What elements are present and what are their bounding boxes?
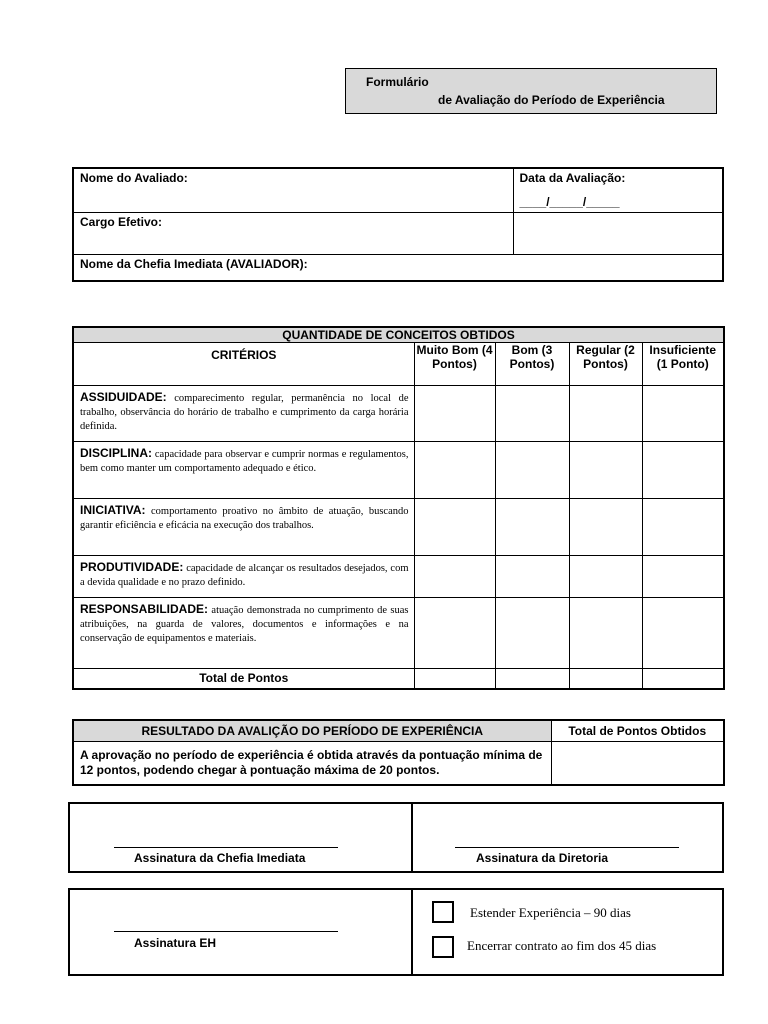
grade-cell[interactable] bbox=[569, 499, 642, 556]
grade-cell[interactable] bbox=[569, 386, 642, 442]
grade-cell[interactable] bbox=[414, 386, 495, 442]
criterion-row bbox=[73, 442, 724, 499]
signature-box-top bbox=[68, 802, 724, 873]
criterion-row bbox=[73, 598, 724, 669]
form-title-line2: de Avaliação do Período de Experiência bbox=[438, 93, 665, 107]
evaluation-date-field[interactable] bbox=[513, 168, 723, 212]
grade-cell[interactable] bbox=[642, 499, 724, 556]
total-cell[interactable] bbox=[414, 669, 495, 689]
extend-experience-label: Estender Experiência – 90 dias bbox=[470, 905, 631, 920]
signature-box-bottom bbox=[68, 888, 724, 976]
total-points-obtained-header: Total de Pontos Obtidos bbox=[551, 720, 724, 742]
criterion-description bbox=[73, 442, 414, 499]
criterion-key: INICIATIVA: bbox=[80, 503, 146, 517]
evaluation-date-label: Data da Avaliação: bbox=[519, 171, 626, 185]
evaluee-name-label: Nome do Avaliado: bbox=[80, 171, 188, 185]
criterion-description bbox=[73, 556, 414, 598]
eh-signature-line[interactable] bbox=[114, 931, 338, 932]
eh-signature-label: Assinatura EH bbox=[134, 936, 217, 950]
total-points-obtained-cell[interactable] bbox=[551, 742, 724, 786]
criterion-key: PRODUTIVIDADE: bbox=[80, 560, 184, 574]
evaluation-date-blank: ____/_____/_____ bbox=[519, 195, 620, 209]
criterion-text: capacidade de alcançar os resultados desejados, com a devida qualidade e no prazo definido. bbox=[80, 563, 409, 588]
grade-header-insuficiente: Insuficiente (1 Ponto) bbox=[642, 343, 724, 386]
supervisor-signature-line[interactable] bbox=[114, 847, 338, 848]
grade-cell[interactable] bbox=[642, 442, 724, 499]
grade-cell[interactable] bbox=[569, 556, 642, 598]
result-header: RESULTADO DA AVALIÇÃO DO PERÍODO DE EXPERIÊNCIA bbox=[73, 720, 551, 742]
result-table bbox=[72, 719, 725, 786]
end-contract-checkbox[interactable] bbox=[432, 936, 454, 958]
extend-experience-checkbox[interactable] bbox=[432, 901, 454, 923]
grade-cell[interactable] bbox=[569, 442, 642, 499]
grade-header-muito-bom: Muito Bom (4 Pontos) bbox=[414, 343, 495, 386]
form-title-line1: Formulário bbox=[366, 75, 429, 89]
grade-cell[interactable] bbox=[414, 598, 495, 669]
supervisor-signature-label: Assinatura da Chefia Imediata bbox=[134, 851, 306, 865]
criterion-key: DISCIPLINA: bbox=[80, 446, 152, 460]
total-points-label: Total de Pontos bbox=[73, 669, 414, 689]
grade-cell[interactable] bbox=[569, 598, 642, 669]
criterion-description bbox=[73, 598, 414, 669]
position-extra-cell[interactable] bbox=[513, 212, 723, 254]
criterion-key: RESPONSABILIDADE: bbox=[80, 602, 209, 616]
grade-cell[interactable] bbox=[642, 556, 724, 598]
criteria-table bbox=[72, 326, 725, 690]
grade-cell[interactable] bbox=[642, 386, 724, 442]
signature-divider bbox=[411, 804, 413, 871]
approval-rule-text: A aprovação no período de experiência é obtida através da pontuação mínima de 12 pontos, podendo chegar à pontuação máxima de 20 pontos. bbox=[73, 742, 551, 786]
supervisor-name-label: Nome da Chefia Imediata (AVALIADOR): bbox=[80, 256, 308, 271]
position-label: Cargo Efetivo: bbox=[80, 214, 163, 229]
form-title-box bbox=[345, 68, 717, 114]
criterion-description bbox=[73, 499, 414, 556]
board-signature-label: Assinatura da Diretoria bbox=[476, 851, 609, 865]
board-signature-line[interactable] bbox=[455, 847, 679, 848]
grade-cell[interactable] bbox=[495, 499, 569, 556]
position-field[interactable] bbox=[73, 212, 513, 254]
criterion-text: comportamento proativo no âmbito de atuação, buscando garantir eficiência e eficácia na execução dos trabalhos. bbox=[80, 506, 409, 531]
grade-cell[interactable] bbox=[642, 598, 724, 669]
criterion-row bbox=[73, 386, 724, 442]
end-contract-label: Encerrar contrato ao fim dos 45 dias bbox=[467, 938, 657, 953]
criterion-key: ASSIDUIDADE: bbox=[80, 390, 167, 404]
grade-cell[interactable] bbox=[495, 442, 569, 499]
criterion-description bbox=[73, 386, 414, 442]
criterion-text: capacidade para observar e cumprir normas e regulamentos, bem como manter um comportamento adequado e ético. bbox=[80, 449, 409, 474]
evaluee-name-field[interactable] bbox=[73, 168, 513, 212]
grade-cell[interactable] bbox=[495, 598, 569, 669]
grade-cell[interactable] bbox=[414, 499, 495, 556]
criteria-column-header: CRITÉRIOS bbox=[73, 343, 414, 386]
criteria-caption: QUANTIDADE DE CONCEITOS OBTIDOS bbox=[73, 327, 724, 343]
total-row bbox=[73, 669, 724, 689]
criterion-row bbox=[73, 499, 724, 556]
grade-header-regular: Regular (2 Pontos) bbox=[569, 343, 642, 386]
grade-cell[interactable] bbox=[414, 556, 495, 598]
total-cell[interactable] bbox=[642, 669, 724, 689]
evaluee-info-table bbox=[72, 167, 724, 282]
grade-cell[interactable] bbox=[495, 386, 569, 442]
supervisor-name-field[interactable] bbox=[73, 254, 723, 281]
grade-header-bom: Bom (3 Pontos) bbox=[495, 343, 569, 386]
total-cell[interactable] bbox=[569, 669, 642, 689]
criterion-row bbox=[73, 556, 724, 598]
grade-cell[interactable] bbox=[495, 556, 569, 598]
criterion-text: comparecimento regular, permanência no local de trabalho, observância do horário de trabalho e cumprimento da carga horária definida. bbox=[80, 393, 409, 432]
signature-divider bbox=[411, 890, 413, 974]
criterion-text: atuação demonstrada no cumprimento de suas atribuições, na guarda de valores, documentos e informações e na conservação de equipamentos e materiais. bbox=[80, 605, 409, 644]
grade-cell[interactable] bbox=[414, 442, 495, 499]
total-cell[interactable] bbox=[495, 669, 569, 689]
